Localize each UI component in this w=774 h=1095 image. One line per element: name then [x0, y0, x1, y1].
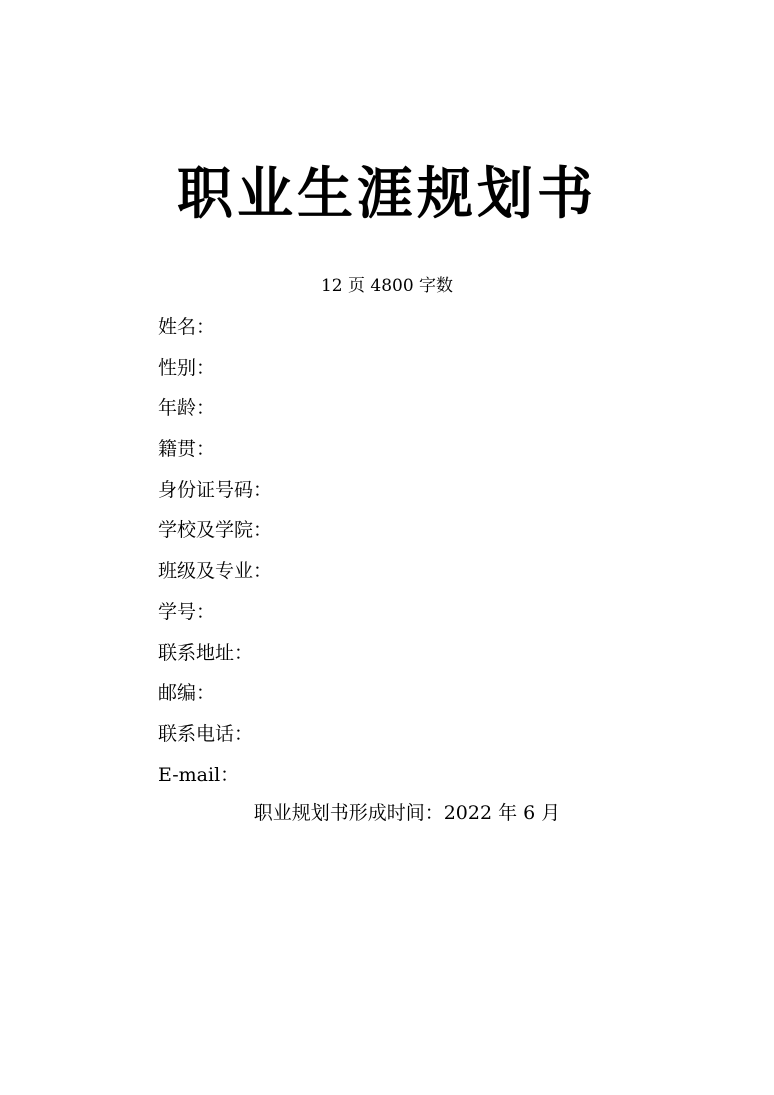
field-gender: 性别：	[158, 356, 216, 379]
field-hometown: 籍贯：	[158, 438, 216, 461]
page-word-count: 12 页 4800 字数	[320, 276, 454, 296]
field-student-id: 学号：	[158, 600, 216, 623]
field-age: 年龄：	[158, 397, 216, 420]
field-email: E-mail：	[158, 763, 240, 786]
personal-info-fields	[158, 314, 718, 802]
field-phone: 联系电话：	[158, 722, 254, 745]
field-postcode: 邮编：	[158, 682, 216, 705]
field-school: 学校及学院：	[158, 519, 273, 542]
field-name: 姓名：	[158, 316, 216, 338]
field-address: 联系地址：	[158, 641, 254, 664]
field-class-major: 班级及专业：	[158, 560, 273, 583]
plan-date: 职业规划书形成时间：2022 年 6 月	[253, 802, 561, 824]
document-title: 职业生涯规划书	[177, 162, 597, 227]
field-id-number: 身份证号码：	[158, 478, 273, 501]
